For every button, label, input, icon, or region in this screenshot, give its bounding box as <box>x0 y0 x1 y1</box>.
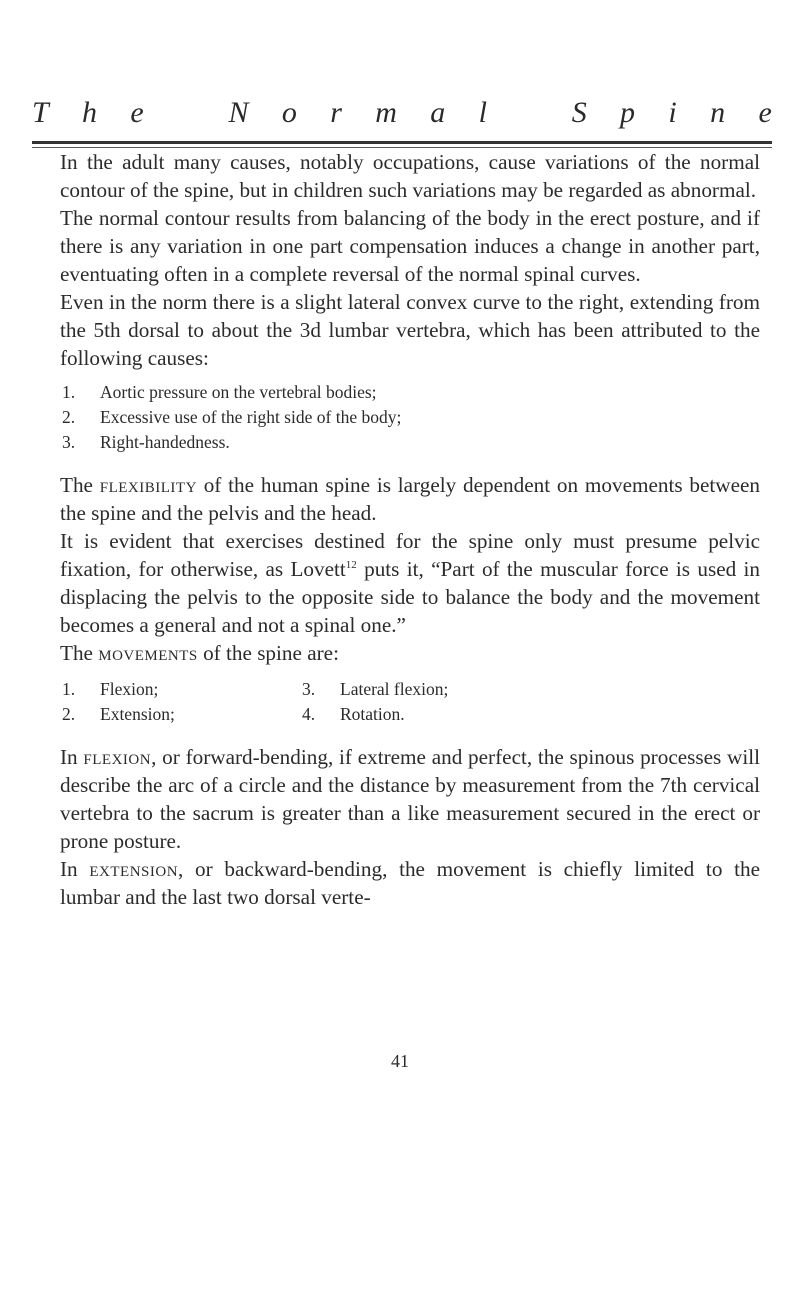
paragraph <box>60 471 760 527</box>
list-text: Lateral flexion; <box>340 679 449 699</box>
list-number: 4. <box>302 704 316 724</box>
text-run: of the spine are: <box>197 641 339 665</box>
small-caps-term: flexion <box>83 745 152 769</box>
paragraph <box>60 527 760 639</box>
list-item <box>300 702 560 727</box>
text-run: puts it, “Part of the muscular force is used in displacing the pelvis to the opposite side to balance the body and the movement becomes a general and not a spinal one.” <box>60 557 760 637</box>
running-head <box>32 96 772 130</box>
running-head-letter: o <box>281 96 297 129</box>
running-head-letter: r <box>330 96 342 129</box>
running-head-letter: a <box>430 96 446 129</box>
list-text: Right-handedness. <box>100 432 230 452</box>
running-head-letter: m <box>375 96 397 129</box>
list-number: 3. <box>302 679 316 699</box>
running-head-letter: T <box>32 96 49 129</box>
running-head-letter: n <box>710 96 726 129</box>
list-number: 1. <box>62 679 76 699</box>
running-head-letter: e <box>758 96 772 129</box>
paragraph: Even in the norm there is a slight lateral convex curve to the right, extending from the 5th dorsal to about the 3d lumbar vertebra, which has been attributed to the following causes: <box>60 290 760 370</box>
small-caps-term: extension <box>89 857 179 881</box>
movements-list <box>60 677 760 727</box>
list-number: 2. <box>62 704 76 724</box>
list-text: Flexion; <box>100 679 159 699</box>
paragraph <box>60 639 760 667</box>
text-run: , or forward-bending, if extreme and perfect, the spinous processes will describe the arc of a circle and the distance by measurement from the 7th cervical vertebra to the sacrum is greater than a like measurement secured in the erect or prone posture. <box>60 745 760 853</box>
small-caps-term: flexibility <box>99 473 197 497</box>
page-number: 41 <box>391 1051 409 1071</box>
footnote-ref: 12 <box>345 558 357 571</box>
list-item <box>60 677 300 702</box>
causes-list <box>60 380 760 455</box>
list-item <box>60 380 760 405</box>
text-run: , or backward-bending, the movement is chiefly limited to the lumbar and the last two dorsal verte- <box>60 857 761 909</box>
running-head-letter: i <box>668 96 677 129</box>
list-text: Extension; <box>100 704 175 724</box>
running-head-letter: S <box>571 96 587 129</box>
paragraph <box>60 855 760 911</box>
header-rule <box>32 141 772 148</box>
list-item <box>60 405 760 430</box>
paragraph <box>60 743 760 855</box>
list-number: 1. <box>62 382 76 402</box>
running-head-letter: l <box>478 96 487 129</box>
text-run: In <box>60 745 84 769</box>
small-caps-term: movements <box>98 641 198 665</box>
list-item <box>300 677 560 702</box>
body-text <box>60 148 760 911</box>
list-item <box>60 430 760 455</box>
text-run: The <box>60 473 100 497</box>
paragraph: The normal contour results from balancing of the body in the erect posture, and if there is any variation in one part compensation induces a change in another part, eventuating often in a complete reversal of the normal spinal curves. <box>60 206 760 286</box>
running-head-letter: N <box>228 96 249 129</box>
running-head-letter: e <box>130 96 144 129</box>
text-run: of the human spine is largely dependent on movements between the spine and the pelvis and the head. <box>60 473 760 525</box>
list-text: Excessive use of the right side of the body; <box>100 407 402 427</box>
paragraph: In the adult many causes, notably occupations, cause variations of the normal contour of the spine, but in children such variations may be regarded as abnormal. <box>60 150 760 202</box>
list-text: Rotation. <box>340 704 405 724</box>
list-number: 3. <box>62 432 76 452</box>
list-text: Aortic pressure on the vertebral bodies; <box>100 382 377 402</box>
text-run: The <box>60 641 99 665</box>
list-item <box>60 702 300 727</box>
text-run: In <box>60 857 90 881</box>
running-head-letter: h <box>82 96 98 129</box>
list-number: 2. <box>62 407 76 427</box>
text-run: It is evident that exercises destined for the spine only must presume pelvic fixation, for otherwise, as Lovett <box>60 529 760 581</box>
running-head-letter: p <box>620 96 636 129</box>
